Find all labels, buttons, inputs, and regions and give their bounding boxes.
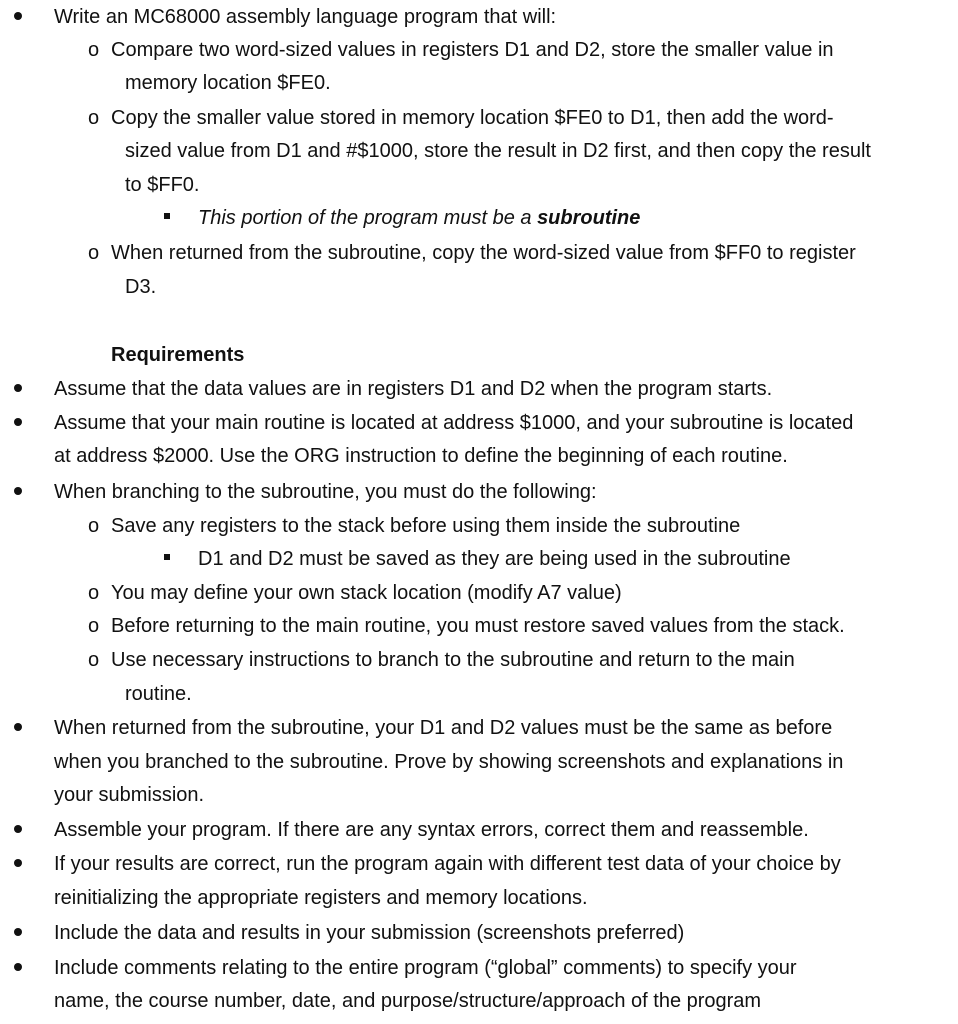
- requirement-6-line-2: reinitializing the appropriate registers and memory locations.: [54, 887, 588, 909]
- requirement-3d-line-2: routine.: [125, 683, 192, 705]
- circle-bullet-icon: o: [88, 615, 100, 637]
- circle-bullet-icon: o: [88, 39, 100, 61]
- bullet-icon: [14, 928, 22, 936]
- circle-bullet-icon: o: [88, 242, 100, 264]
- subroutine-note-text: This portion of the program must be a: [198, 207, 538, 229]
- task-step-3-line-2: D3.: [125, 276, 157, 298]
- task-step-3-line-1: When returned from the subroutine, copy the word-sized value from $FF0 to register: [111, 242, 856, 264]
- circle-bullet-icon: o: [88, 515, 100, 537]
- square-bullet-icon: [164, 213, 170, 219]
- task-step-2-line-1: Copy the smaller value stored in memory location $FE0 to D1, then add the word-: [111, 107, 834, 129]
- requirement-3a-note: D1 and D2 must be saved as they are being used in the subroutine: [198, 548, 791, 570]
- bullet-icon: [14, 825, 22, 833]
- bullet-icon: [14, 418, 22, 426]
- requirement-7: Include the data and results in your submission (screenshots preferred): [54, 922, 685, 944]
- requirement-3b: You may define your own stack location (modify A7 value): [111, 582, 622, 604]
- requirement-5: Assemble your program. If there are any syntax errors, correct them and reassemble.: [54, 819, 809, 841]
- bullet-icon: [14, 859, 22, 867]
- bullet-icon: [14, 963, 22, 971]
- circle-bullet-icon: o: [88, 582, 100, 604]
- subroutine-note: [198, 206, 640, 230]
- bullet-icon: [14, 384, 22, 392]
- task-step-2-line-2: sized value from D1 and #$1000, store the result in D2 first, and then copy the result: [125, 140, 871, 162]
- requirement-1: Assume that the data values are in registers D1 and D2 when the program starts.: [54, 378, 773, 400]
- task-step-1-line-1: Compare two word-sized values in registers D1 and D2, store the smaller value in: [111, 39, 834, 61]
- requirement-3c: Before returning to the main routine, you must restore saved values from the stack.: [111, 615, 845, 637]
- requirements-heading: Requirements: [111, 344, 245, 366]
- requirement-4-line-1: When returned from the subroutine, your D1 and D2 values must be the same as before: [54, 717, 833, 739]
- bullet-icon: [14, 12, 22, 20]
- requirement-3: When branching to the subroutine, you must do the following:: [54, 481, 597, 503]
- subroutine-note-emphasis: subroutine: [537, 207, 641, 229]
- task-step-2-line-3: to $FF0.: [125, 174, 200, 196]
- requirement-8-line-2: name, the course number, date, and purpose/structure/approach of the program: [54, 990, 762, 1012]
- bullet-icon: [14, 487, 22, 495]
- task-step-1-line-2: memory location $FE0.: [125, 72, 331, 94]
- requirement-8-line-1: Include comments relating to the entire program (“global” comments) to specify your: [54, 957, 797, 979]
- task-intro: Write an MC68000 assembly language program that will:: [54, 6, 557, 28]
- requirement-3a: Save any registers to the stack before using them inside the subroutine: [111, 515, 741, 537]
- circle-bullet-icon: o: [88, 649, 100, 671]
- bullet-icon: [14, 723, 22, 731]
- requirement-4-line-2: when you branched to the subroutine. Prove by showing screenshots and explanations in: [54, 751, 844, 773]
- square-bullet-icon: [164, 554, 170, 560]
- requirement-6-line-1: If your results are correct, run the program again with different test data of your choice by: [54, 853, 841, 875]
- requirement-2-line-2: at address $2000. Use the ORG instruction to define the beginning of each routine.: [54, 445, 788, 467]
- requirement-3d-line-1: Use necessary instructions to branch to the subroutine and return to the main: [111, 649, 795, 671]
- requirement-4-line-3: your submission.: [54, 784, 205, 806]
- requirement-2-line-1: Assume that your main routine is located at address $1000, and your subroutine is located: [54, 412, 854, 434]
- circle-bullet-icon: o: [88, 107, 100, 129]
